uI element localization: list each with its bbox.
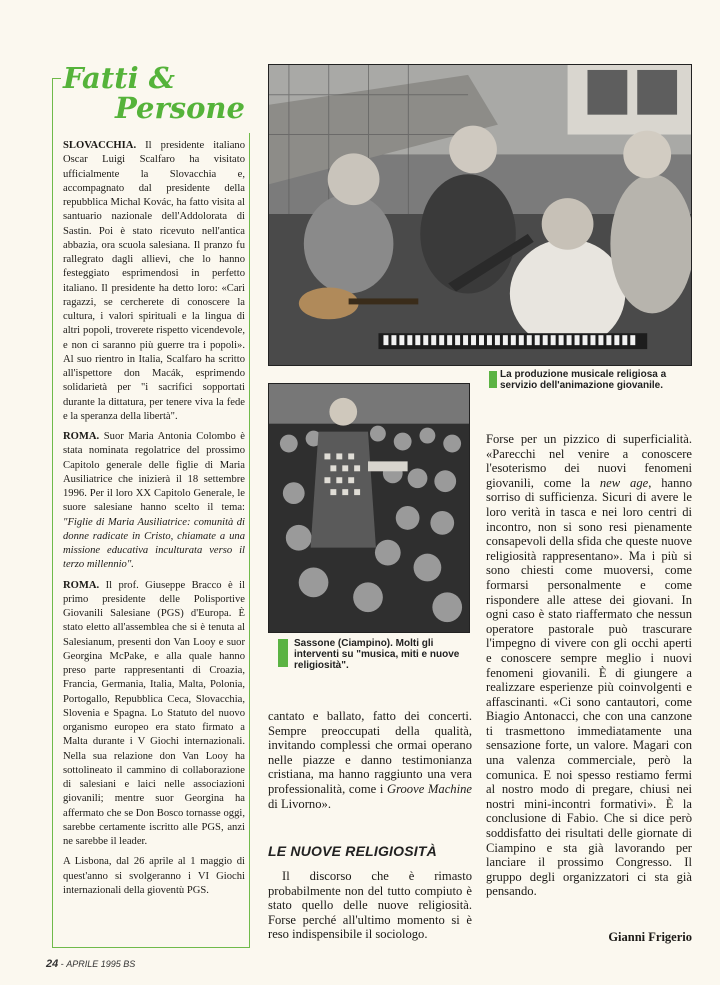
chapter-theme: "Figlie di Maria Ausiliatrice: comunità di donne radicate in Cristo, chiamate a una missione educativa inculturata verso il terzo millennio". xyxy=(63,516,245,571)
news-body: Il prof. Giuseppe Bracco è il primo presidente delle Polisportive Giovanili Salesiane (PGS) d'Europa. È stato eletto all'assemblea che si è tenuta al Salesianum, presenti don Van Looy e suor Georgina McPake, e alla quale hanno preso parte rappresentanti di Croazia, Francia, Germania, Italia, Malta, Polonia, Portogallo, Repubblica Ceca, Slovacchia, Slovenia e Spagna. Lo Statuto del nuovo organismo europeo era stato firmato a Malta durante i V Giochi internazionali. Nella sua relazione don Van Looy ha sottolineato il cammino di collaborazione di salesiani e laici nelle associazioni giovanili; mentre suor Georgina ha affermato che se Don Bosco tornasse oggi, sarebbe certamente iscritto alle PGS, anzi ne sarebbe il leader. xyxy=(63,579,245,847)
author-signature: Gianni Frigerio xyxy=(608,930,692,944)
photo-caption-top: La produzione musicale religiosa a servizio dell'animazione giovanile. xyxy=(500,369,667,391)
caption-marker xyxy=(489,371,497,388)
issue-date: APRILE 1995 BS xyxy=(66,959,136,969)
news-head: SLOVACCHIA. xyxy=(63,140,137,151)
article-text: di Livorno». xyxy=(268,796,331,811)
new-age-term: new age xyxy=(599,475,649,490)
article-column-middle-2: Il discorso che è rimasto probabilmente non del tutto compiuto è stato quello delle nuove religiosità. Forse perché all'ultimo momento si è reso indispensibile il sociologo. xyxy=(268,869,472,942)
page-number: 24 xyxy=(46,958,59,970)
photo-musicians xyxy=(268,64,692,366)
article-text: cantato e ballato, fatto dei concerti. Sempre preoccupati della qualità, invitando complessi che ormai operano nelle piazze e danno testimonianza cristiana, ma hanno raggiunto una vera professionalità, come i xyxy=(268,709,472,796)
section-heading: LE NUOVE RELIGIOSITÀ xyxy=(268,843,437,859)
sidebar-news xyxy=(63,139,245,904)
news-head: ROMA. xyxy=(63,579,100,591)
article-column-right xyxy=(486,432,692,899)
band-name: Groove Machine xyxy=(386,781,472,796)
article-text: , hanno sorriso di sufficienza. Sicuri di avere le loro verità in tasca e nei loro centri di incontro, non si sono resi pienamente consapevoli della sfida che queste nuove religiosità rappresentano». Ma i più si sono chiesti come muoversi, come formarsi personalmente e come rispondere alle attese dei giovani. In ogni caso è stato riaffermato che nessun operatore pastorale può trascurare l'impegno di vivere con gli occhi aperti e conoscere sempre meglio i nuovi fenomeni giovanili. È di giungere a realizzare esperienze più coinvolgenti e affascinanti. «Ci sono cantautori, come Biagio Antonacci, che con una canzone ti trasmettono immediatamente una sensazione forte, un valore. Magari con una valenza commerciale, però la comunica. E noi spesso restiamo fermi al nostro modo di pregare, chiusi nei nostri mini-incontri formativi». È la conclusione di Fabio. Che si dice però soddisfatto dei risultati delle giornate di Ciampino e sta già lavorando per lanciare il prossimo Congresso. Il gruppo degli organizzatori ci sta già pensando. xyxy=(486,475,693,899)
fatti-persone-sidebar xyxy=(52,61,250,948)
news-body: Il presidente italiano Oscar Luigi Scalfaro ha visitato ufficialmente la Slovacchia e, accompagnato dal presidente della repubblica Michal Kovác, ha fatto visita al santuario nazionale dell'Addolorata di Sastin. Poi è stato ricevuto nell'antica abbazia, ora scuola salesiana. Il pranzo fu rallegrato dagli allievi, che lo hanno festeggiato esprimendosi in perfetto italiano. Il presidente ha detto loro: «Cari ragazzi, se cercherete di conoscere la cultura, i valori spirituali e la lingua di altri popoli, troverete rispetto vicendevole, e non ci saranno più guerre tra i popoli». Al suo rientro in Italia, Scalfaro ha scritto all'ispettore don Macák, esprimendo solidarietà per "i sacrifici sopportati durante la dittatura, per tenere viva la fede e la speranza della libertà". xyxy=(63,140,245,422)
section-title-line2: Persone xyxy=(115,91,245,125)
news-item-roma-2 xyxy=(63,579,245,850)
photo-caption-mid: Sassone (Ciampino). Molti gli interventi su "musica, miti e nuove religiosità". xyxy=(294,638,460,671)
news-item-slovacchia xyxy=(63,139,245,424)
news-item-lisbona: A Lisbona, dal 26 aprile al 1 maggio di quest'anno si svolgeranno i VI Giochi internazionali della gioventù PGS. xyxy=(63,856,245,896)
article-column-middle xyxy=(268,709,472,811)
footer-separator: - xyxy=(58,959,67,969)
page-footer xyxy=(46,958,135,970)
caption-marker xyxy=(278,639,288,667)
news-head: ROMA. xyxy=(63,431,100,442)
section-title-line1: Fatti & xyxy=(63,61,175,95)
news-item-roma-1 xyxy=(63,430,245,573)
news-body: Suor Maria Antonia Colombo è stata nominata regolatrice del prossimo Capitolo generale delle figlie di Maria Ausiliatrice che inizierà il 18 settembre 1996. Per il loro XX Capitolo Generale, le suore salesiane hanno scelto il tema: xyxy=(63,431,245,514)
article-text: Forse per un pizzico di superficialità. «Parecchi nel venire a conoscere l'esoterismo dei nuovi fenomeni giovanili, come la xyxy=(486,432,692,490)
photo-audience xyxy=(268,383,470,633)
section-title xyxy=(61,61,251,133)
